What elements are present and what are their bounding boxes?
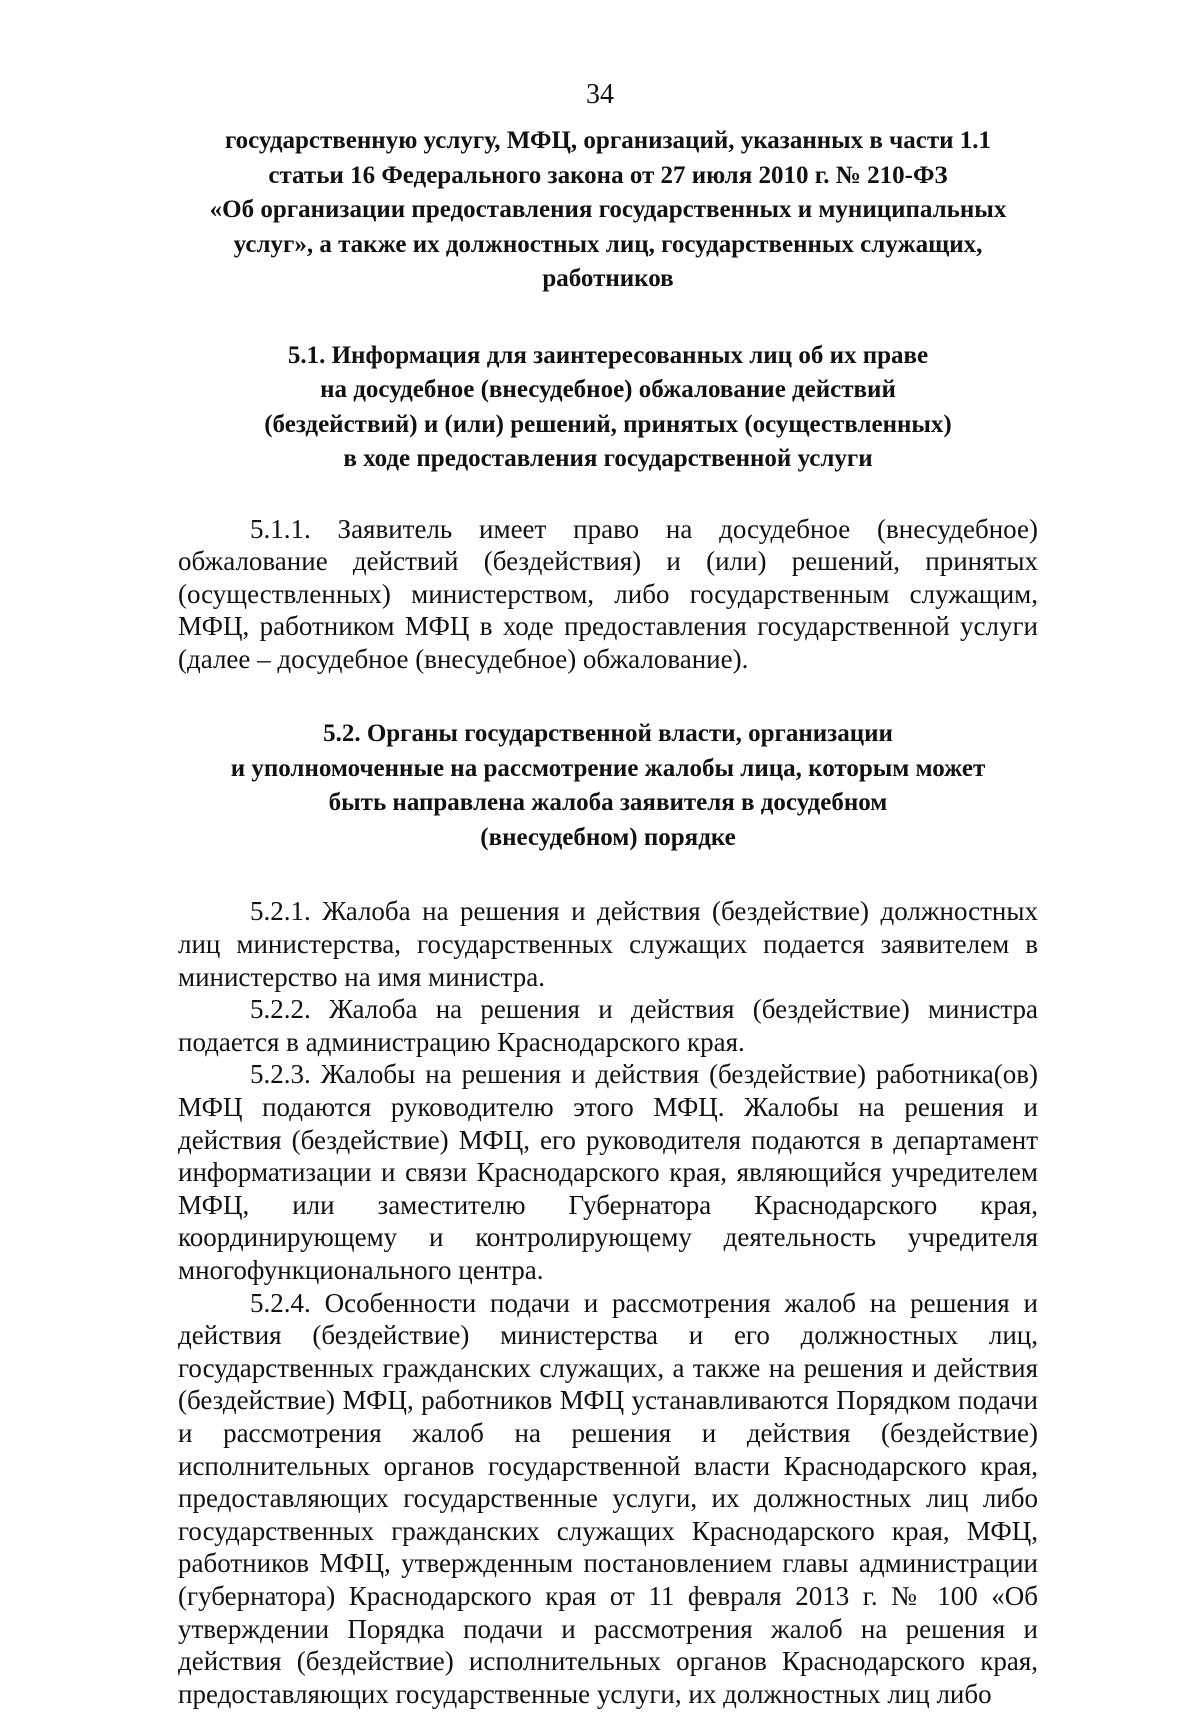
section-heading-line: в ходе предоставления государственной услуги <box>343 445 873 472</box>
intro-heading-line: государственную услугу, МФЦ, организаций, указанных в части 1.1 <box>224 127 992 154</box>
section-heading-line: 5.2. Органы государственной власти, организации <box>323 720 893 748</box>
paragraph-5-2-2: 5.2.2. Жалоба на решения и действия (бездействие) министра подается в администрацию Краснодарского края. <box>178 994 1038 1057</box>
intro-heading-line: статьи 16 Федерального закона от 27 июля 2010 г. № 210-ФЗ <box>268 161 948 189</box>
intro-heading <box>178 124 1038 297</box>
section-heading-line: (бездействий) и (или) решений, принятых (осуществленных) <box>264 410 952 438</box>
section-5-2-heading <box>178 717 1038 855</box>
intro-heading-line: услуг», а также их должностных лиц, государственных служащих, <box>233 230 983 258</box>
section-heading-line: быть направлена жалоба заявителя в досудебном <box>328 789 888 817</box>
paragraph-5-2-1: 5.2.1. Жалоба на решения и действия (бездействие) должностных лиц министерства, государственных служащих подается заявителем в министерство на имя министра. <box>178 896 1038 992</box>
intro-heading-line: «Об организации предоставления государственных и муниципальных <box>209 196 1007 223</box>
page-content <box>178 124 1038 1710</box>
paragraph-5-1-1: 5.1.1. Заявитель имеет право на досудебное (внесудебное) обжалование действий (бездействия) и (или) решений, принятых (осуществленных) министерством, либо государственным служащим, МФЦ, работником МФЦ в ходе предоставления государственной услуги (далее – досудебное (внесудебное) обжалование). <box>178 513 1038 674</box>
intro-heading-line: работников <box>542 265 674 292</box>
section-5-1-heading <box>178 339 1038 477</box>
paragraph-5-2-3: 5.2.3. Жалобы на решения и действия (бездействие) работника(ов) МФЦ подаются руководителю этого МФЦ. Жалобы на решения и действия (бездействие) МФЦ, его руководителя подаются в департамент информатизации и связи Краснодарского края, являющийся учредителем МФЦ, или заместителю Губернатора Краснодарского края, координирующему и контролирующему деятельность учредителя многофункционального центра. <box>178 1059 1038 1285</box>
section-heading-line: и уполномоченные на рассмотрение жалобы лица, которым может <box>230 754 986 782</box>
section-heading-line: на досудебное (внесудебное) обжалование действий <box>320 376 896 403</box>
section-heading-line: (внесудебном) порядке <box>480 823 736 851</box>
section-heading-line: 5.1. Информация для заинтересованных лиц об их праве <box>287 341 929 369</box>
paragraph-5-2-4: 5.2.4. Особенности подачи и рассмотрения жалоб на решения и действия (бездействие) министерства и его должностных лиц, государственных гражданских служащих, а также на решения и действия (бездействие) МФЦ, работников МФЦ устанавливаются Порядком подачи и рассмотрения жалоб на решения и действия (бездействие) исполнительных органов государственной власти Краснодарского края, предоставляющих государственные услуги, их должностных лиц либо государственных гражданских служащих Краснодарского края, МФЦ, работников МФЦ, утвержденным постановлением главы администрации (губернатора) Краснодарского края от 11 февраля 2013 г. № 100 «Об утверждении Порядка подачи и рассмотрения жалоб на решения и действия (бездействие) исполнительных органов Краснодарского края, предоставляющих государственные услуги, их должностных лиц либо <box>178 1287 1038 1709</box>
page-number: 34 <box>586 79 614 110</box>
